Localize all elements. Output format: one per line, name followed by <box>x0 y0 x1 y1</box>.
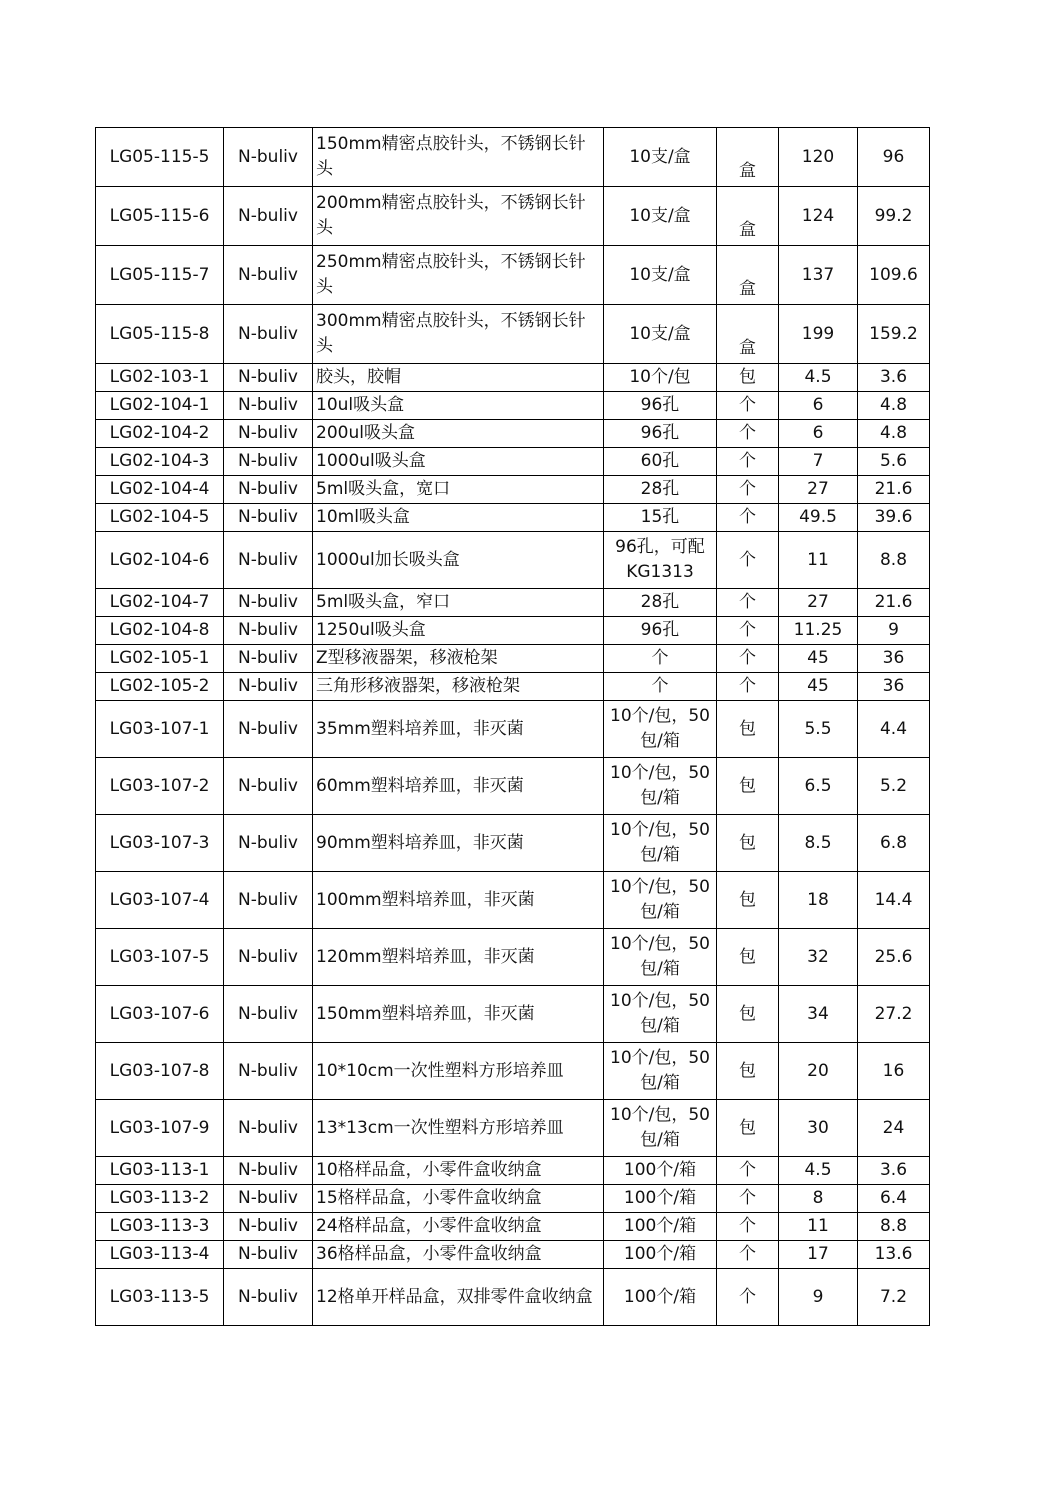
product-name-cell: 胶头，胶帽 <box>313 364 604 392</box>
discount-price-cell: 21.6 <box>858 476 930 504</box>
discount-price-cell: 7.2 <box>858 1269 930 1326</box>
spec-cell: 10个/包，50包/箱 <box>604 929 717 986</box>
unit-cell: 个 <box>717 476 779 504</box>
spec-cell: 28孔 <box>604 589 717 617</box>
product-code-cell: LG03-113-1 <box>96 1157 224 1185</box>
product-name-cell: 200mm精密点胶针头，不锈钢长针头 <box>313 187 604 246</box>
price-cell: 5.5 <box>779 701 858 758</box>
unit-cell: 包 <box>717 1100 779 1157</box>
price-cell: 199 <box>779 305 858 364</box>
product-code-cell: LG02-104-8 <box>96 617 224 645</box>
product-code-cell: LG03-107-4 <box>96 872 224 929</box>
table-row <box>96 476 930 504</box>
discount-price-cell: 13.6 <box>858 1241 930 1269</box>
product-name-cell: Z型移液器架，移液枪架 <box>313 645 604 673</box>
unit-cell: 包 <box>717 929 779 986</box>
product-code-cell: LG02-104-7 <box>96 589 224 617</box>
brand-cell: N-buliv <box>224 986 313 1043</box>
product-code-cell: LG05-115-6 <box>96 187 224 246</box>
price-cell: 4.5 <box>779 364 858 392</box>
table-row <box>96 1213 930 1241</box>
price-cell: 30 <box>779 1100 858 1157</box>
product-code-cell: LG02-104-4 <box>96 476 224 504</box>
unit-cell: 个 <box>717 589 779 617</box>
table-row <box>96 504 930 532</box>
unit-cell: 个 <box>717 673 779 701</box>
brand-cell: N-buliv <box>224 617 313 645</box>
price-cell: 45 <box>779 673 858 701</box>
brand-cell: N-buliv <box>224 1157 313 1185</box>
product-name-cell: 1000ul吸头盒 <box>313 448 604 476</box>
brand-cell: N-buliv <box>224 1213 313 1241</box>
table-row <box>96 1043 930 1100</box>
discount-price-cell: 159.2 <box>858 305 930 364</box>
unit-cell: 个 <box>717 1241 779 1269</box>
brand-cell: N-buliv <box>224 815 313 872</box>
spec-cell: 10个/包，50包/箱 <box>604 815 717 872</box>
spec-cell: 10个/包，50包/箱 <box>604 1043 717 1100</box>
product-name-cell: 120mm塑料培养皿，非灭菌 <box>313 929 604 986</box>
brand-cell: N-buliv <box>224 187 313 246</box>
brand-cell: N-buliv <box>224 701 313 758</box>
brand-cell: N-buliv <box>224 420 313 448</box>
discount-price-cell: 4.8 <box>858 420 930 448</box>
unit-cell: 个 <box>717 645 779 673</box>
price-cell: 27 <box>779 476 858 504</box>
spec-cell: 个 <box>604 673 717 701</box>
spec-cell: 60孔 <box>604 448 717 476</box>
product-name-cell: 250mm精密点胶针头，不锈钢长针头 <box>313 246 604 305</box>
product-name-cell: 300mm精密点胶针头，不锈钢长针头 <box>313 305 604 364</box>
unit-cell: 盒 <box>717 187 779 246</box>
unit-cell: 个 <box>717 1213 779 1241</box>
table-row <box>96 929 930 986</box>
product-price-table <box>95 127 930 1326</box>
table-row <box>96 617 930 645</box>
product-code-cell: LG03-107-3 <box>96 815 224 872</box>
discount-price-cell: 8.8 <box>858 532 930 589</box>
table-row <box>96 1100 930 1157</box>
product-name-cell: 12格单开样品盒，双排零件盒收纳盒 <box>313 1269 604 1326</box>
table-row <box>96 1157 930 1185</box>
product-name-cell: 36格样品盒，小零件盒收纳盒 <box>313 1241 604 1269</box>
brand-cell: N-buliv <box>224 246 313 305</box>
product-code-cell: LG02-104-2 <box>96 420 224 448</box>
product-code-cell: LG03-113-5 <box>96 1269 224 1326</box>
discount-price-cell: 109.6 <box>858 246 930 305</box>
price-cell: 8.5 <box>779 815 858 872</box>
table-row <box>96 448 930 476</box>
price-cell: 137 <box>779 246 858 305</box>
spec-cell: 15孔 <box>604 504 717 532</box>
price-cell: 6.5 <box>779 758 858 815</box>
product-name-cell: 100mm塑料培养皿，非灭菌 <box>313 872 604 929</box>
table-row <box>96 532 930 589</box>
unit-cell: 包 <box>717 1043 779 1100</box>
unit-cell: 盒 <box>717 246 779 305</box>
price-cell: 49.5 <box>779 504 858 532</box>
table-row <box>96 246 930 305</box>
table-body <box>96 128 930 1326</box>
brand-cell: N-buliv <box>224 128 313 187</box>
discount-price-cell: 21.6 <box>858 589 930 617</box>
product-code-cell: LG02-105-2 <box>96 673 224 701</box>
unit-cell: 包 <box>717 986 779 1043</box>
unit-cell: 个 <box>717 392 779 420</box>
price-cell: 45 <box>779 645 858 673</box>
table-row <box>96 701 930 758</box>
spec-cell: 28孔 <box>604 476 717 504</box>
price-cell: 11 <box>779 532 858 589</box>
price-cell: 9 <box>779 1269 858 1326</box>
unit-cell: 个 <box>717 448 779 476</box>
product-name-cell: 1000ul加长吸头盒 <box>313 532 604 589</box>
brand-cell: N-buliv <box>224 758 313 815</box>
table-row <box>96 1241 930 1269</box>
table-row <box>96 872 930 929</box>
price-cell: 8 <box>779 1185 858 1213</box>
price-cell: 27 <box>779 589 858 617</box>
spec-cell: 100个/箱 <box>604 1185 717 1213</box>
unit-cell: 个 <box>717 420 779 448</box>
spec-cell: 96孔，可配KG1313 <box>604 532 717 589</box>
discount-price-cell: 6.4 <box>858 1185 930 1213</box>
unit-cell: 盒 <box>717 305 779 364</box>
price-cell: 18 <box>779 872 858 929</box>
discount-price-cell: 99.2 <box>858 187 930 246</box>
product-code-cell: LG03-107-1 <box>96 701 224 758</box>
unit-cell: 个 <box>717 504 779 532</box>
product-name-cell: 200ul吸头盒 <box>313 420 604 448</box>
price-cell: 6 <box>779 392 858 420</box>
discount-price-cell: 5.6 <box>858 448 930 476</box>
brand-cell: N-buliv <box>224 589 313 617</box>
brand-cell: N-buliv <box>224 929 313 986</box>
product-name-cell: 5ml吸头盒，宽口 <box>313 476 604 504</box>
spec-cell: 100个/箱 <box>604 1269 717 1326</box>
spec-cell: 10支/盒 <box>604 305 717 364</box>
table-row <box>96 645 930 673</box>
product-code-cell: LG02-105-1 <box>96 645 224 673</box>
brand-cell: N-buliv <box>224 1043 313 1100</box>
unit-cell: 包 <box>717 364 779 392</box>
brand-cell: N-buliv <box>224 645 313 673</box>
brand-cell: N-buliv <box>224 532 313 589</box>
price-cell: 34 <box>779 986 858 1043</box>
discount-price-cell: 36 <box>858 673 930 701</box>
discount-price-cell: 6.8 <box>858 815 930 872</box>
discount-price-cell: 5.2 <box>858 758 930 815</box>
unit-cell: 个 <box>717 532 779 589</box>
discount-price-cell: 9 <box>858 617 930 645</box>
product-code-cell: LG02-104-6 <box>96 532 224 589</box>
discount-price-cell: 25.6 <box>858 929 930 986</box>
spec-cell: 10支/盒 <box>604 246 717 305</box>
price-cell: 4.5 <box>779 1157 858 1185</box>
table-row <box>96 758 930 815</box>
spec-cell: 10个/包，50包/箱 <box>604 872 717 929</box>
spec-cell: 10支/盒 <box>604 187 717 246</box>
spec-cell: 96孔 <box>604 392 717 420</box>
product-name-cell: 24格样品盒，小零件盒收纳盒 <box>313 1213 604 1241</box>
product-code-cell: LG03-107-5 <box>96 929 224 986</box>
discount-price-cell: 14.4 <box>858 872 930 929</box>
table-row <box>96 589 930 617</box>
table-row <box>96 986 930 1043</box>
brand-cell: N-buliv <box>224 305 313 364</box>
brand-cell: N-buliv <box>224 1269 313 1326</box>
price-cell: 17 <box>779 1241 858 1269</box>
spec-cell: 10个/包，50包/箱 <box>604 758 717 815</box>
table-row <box>96 305 930 364</box>
product-name-cell: 10*10cm一次性塑料方形培养皿 <box>313 1043 604 1100</box>
product-code-cell: LG03-113-3 <box>96 1213 224 1241</box>
product-code-cell: LG05-115-7 <box>96 246 224 305</box>
price-cell: 11.25 <box>779 617 858 645</box>
price-cell: 7 <box>779 448 858 476</box>
product-name-cell: 35mm塑料培养皿，非灭菌 <box>313 701 604 758</box>
spec-cell: 96孔 <box>604 617 717 645</box>
product-code-cell: LG02-104-1 <box>96 392 224 420</box>
unit-cell: 个 <box>717 1269 779 1326</box>
table-row <box>96 392 930 420</box>
discount-price-cell: 96 <box>858 128 930 187</box>
unit-cell: 个 <box>717 617 779 645</box>
spec-cell: 100个/箱 <box>604 1213 717 1241</box>
product-code-cell: LG05-115-8 <box>96 305 224 364</box>
discount-price-cell: 27.2 <box>858 986 930 1043</box>
brand-cell: N-buliv <box>224 1185 313 1213</box>
product-name-cell: 60mm塑料培养皿，非灭菌 <box>313 758 604 815</box>
price-cell: 120 <box>779 128 858 187</box>
table-row <box>96 1269 930 1326</box>
product-name-cell: 10格样品盒，小零件盒收纳盒 <box>313 1157 604 1185</box>
unit-cell: 包 <box>717 872 779 929</box>
discount-price-cell: 3.6 <box>858 1157 930 1185</box>
unit-cell: 包 <box>717 701 779 758</box>
discount-price-cell: 16 <box>858 1043 930 1100</box>
product-code-cell: LG02-104-5 <box>96 504 224 532</box>
spec-cell: 个 <box>604 645 717 673</box>
discount-price-cell: 24 <box>858 1100 930 1157</box>
product-code-cell: LG05-115-5 <box>96 128 224 187</box>
unit-cell: 个 <box>717 1185 779 1213</box>
product-name-cell: 10ul吸头盒 <box>313 392 604 420</box>
discount-price-cell: 3.6 <box>858 364 930 392</box>
product-name-cell: 150mm精密点胶针头，不锈钢长针头 <box>313 128 604 187</box>
product-name-cell: 90mm塑料培养皿，非灭菌 <box>313 815 604 872</box>
product-code-cell: LG03-107-2 <box>96 758 224 815</box>
product-name-cell: 10ml吸头盒 <box>313 504 604 532</box>
product-name-cell: 三角形移液器架，移液枪架 <box>313 673 604 701</box>
brand-cell: N-buliv <box>224 673 313 701</box>
spec-cell: 100个/箱 <box>604 1157 717 1185</box>
brand-cell: N-buliv <box>224 392 313 420</box>
brand-cell: N-buliv <box>224 504 313 532</box>
product-code-cell: LG03-107-8 <box>96 1043 224 1100</box>
product-name-cell: 13*13cm一次性塑料方形培养皿 <box>313 1100 604 1157</box>
product-name-cell: 150mm塑料培养皿，非灭菌 <box>313 986 604 1043</box>
brand-cell: N-buliv <box>224 448 313 476</box>
unit-cell: 包 <box>717 758 779 815</box>
discount-price-cell: 4.8 <box>858 392 930 420</box>
price-cell: 124 <box>779 187 858 246</box>
discount-price-cell: 36 <box>858 645 930 673</box>
product-code-cell: LG03-107-9 <box>96 1100 224 1157</box>
product-code-cell: LG03-107-6 <box>96 986 224 1043</box>
table-row <box>96 673 930 701</box>
table-row <box>96 128 930 187</box>
spec-cell: 96孔 <box>604 420 717 448</box>
discount-price-cell: 4.4 <box>858 701 930 758</box>
brand-cell: N-buliv <box>224 1100 313 1157</box>
price-cell: 32 <box>779 929 858 986</box>
spec-cell: 10个/包，50包/箱 <box>604 1100 717 1157</box>
table-row <box>96 187 930 246</box>
discount-price-cell: 39.6 <box>858 504 930 532</box>
spec-cell: 100个/箱 <box>604 1241 717 1269</box>
unit-cell: 盒 <box>717 128 779 187</box>
brand-cell: N-buliv <box>224 1241 313 1269</box>
table-row <box>96 420 930 448</box>
table-row <box>96 1185 930 1213</box>
spec-cell: 10个/包，50包/箱 <box>604 986 717 1043</box>
product-code-cell: LG03-113-4 <box>96 1241 224 1269</box>
table-row <box>96 364 930 392</box>
spec-cell: 10支/盒 <box>604 128 717 187</box>
spec-cell: 10个/包 <box>604 364 717 392</box>
unit-cell: 包 <box>717 815 779 872</box>
table-row <box>96 815 930 872</box>
price-cell: 11 <box>779 1213 858 1241</box>
discount-price-cell: 8.8 <box>858 1213 930 1241</box>
price-cell: 6 <box>779 420 858 448</box>
price-cell: 20 <box>779 1043 858 1100</box>
product-code-cell: LG02-104-3 <box>96 448 224 476</box>
product-name-cell: 5ml吸头盒，窄口 <box>313 589 604 617</box>
product-code-cell: LG02-103-1 <box>96 364 224 392</box>
brand-cell: N-buliv <box>224 364 313 392</box>
unit-cell: 个 <box>717 1157 779 1185</box>
brand-cell: N-buliv <box>224 872 313 929</box>
product-code-cell: LG03-113-2 <box>96 1185 224 1213</box>
product-name-cell: 1250ul吸头盒 <box>313 617 604 645</box>
spec-cell: 10个/包，50包/箱 <box>604 701 717 758</box>
product-name-cell: 15格样品盒，小零件盒收纳盒 <box>313 1185 604 1213</box>
brand-cell: N-buliv <box>224 476 313 504</box>
